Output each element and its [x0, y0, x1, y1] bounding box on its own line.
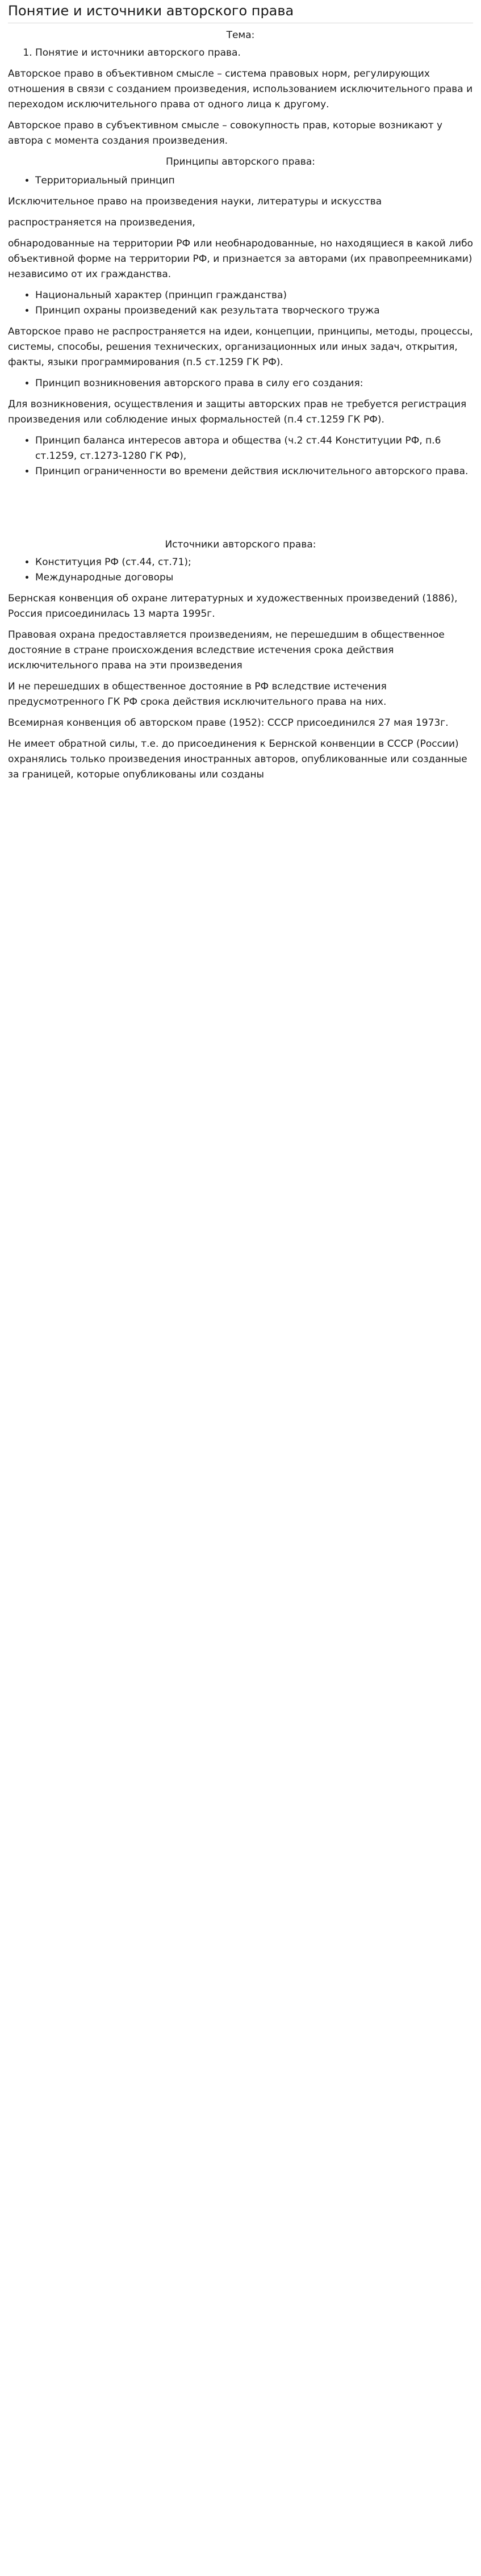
document [0, 0, 481, 783]
list-item: • Территориальный принцип [35, 173, 473, 189]
section-heading-principles: Принципы авторского права: [165, 156, 316, 168]
paragraph-objective-sense: Авторское право в объективном смысле – система правовых норм, регулирующих отношения в связи с созданием произведения, использованием исключительного права и переходом исключительного права от одного лица к другому. [8, 68, 473, 110]
section-heading-sources: Источники авторского права: [165, 539, 316, 550]
paragraph-subjective-sense: Авторское право в субъективном смысле – совокупность прав, которые возникают у автора с момента создания произведения. [8, 120, 443, 147]
list-item: • Конституция РФ (ст.44, ст.71); [35, 555, 473, 570]
topic-label: Тема: [226, 30, 255, 41]
paragraph: Правовая охрана предоставляется произведениям, не перешедшим в общественное достояние в стране происхождения вследствие истечения срока действия исключительного права на эти произведения [8, 629, 445, 671]
list-item: • Принцип ограниченности во времени действия исключительного авторского права. [35, 464, 473, 479]
paragraph: распространяется на произведения, [8, 217, 195, 228]
paragraph: И не перешедших в общественное достояние в РФ вследствие истечения предусмотренного ГК РФ срока действия исключительного права на них. [8, 681, 387, 708]
paragraph: Всемирная конвенция об авторском праве (1952): СССР присоединился 27 мая 1973г. [8, 717, 449, 729]
balance-list [8, 433, 473, 479]
list-item: • Принцип возникновения авторского права в силу его создания: [35, 376, 473, 391]
topic-item: 1. Понятие и источники авторского права. [35, 45, 473, 61]
spacer [8, 485, 473, 535]
territorial-list [8, 173, 473, 189]
page-title: Понятие и источники авторского права [8, 1, 473, 23]
list-item: • Принцип баланса интересов автора и общества (ч.2 ст.44 Конституции РФ, п.6 ст.1259, ст.1273-1280 ГК РФ), [35, 433, 473, 464]
origin-list [8, 376, 473, 391]
paragraph: Для возникновения, осуществления и защиты авторских прав не требуется регистрация произведения или соблюдение иных формальностей (п.4 ст.1259 ГК РФ). [8, 399, 467, 425]
list-item: • Международные договоры [35, 570, 473, 586]
paragraph: Не имеет обратной силы, т.е. до присоединения к Бернской конвенции в СССР (России) охранялись только произведения иностранных авторов, опубликованные или созданные за границей, которые опубликованы или созданы [8, 738, 467, 780]
principles-list [8, 288, 473, 319]
paragraph: обнародованные на территории РФ или необнародованные, но находящиеся в какой либо объективной форме на территории РФ, и признается за авторами (их правопреемниками) независимо от их гражданства. [8, 238, 474, 280]
paragraph: Бернская конвенция об охране литературных и художественных произведений (1886), Россия присоединилась 13 марта 1995г. [8, 593, 458, 620]
paragraph: Авторское право не распространяется на идеи, концепции, принципы, методы, процессы, системы, способы, решения технических, организационных или иных задач, открытия, факты, языки программирования (п.5 ст.1259 ГК РФ). [8, 326, 473, 368]
list-item: • Национальный характер (принцип гражданства) [35, 288, 473, 303]
list-item: • Принцип охраны произведений как результата творческого тружа [35, 303, 473, 319]
topic-list [8, 45, 473, 61]
paragraph: Исключительное право на произведения науки, литературы и искусства [8, 196, 382, 207]
sources-list [8, 555, 473, 586]
